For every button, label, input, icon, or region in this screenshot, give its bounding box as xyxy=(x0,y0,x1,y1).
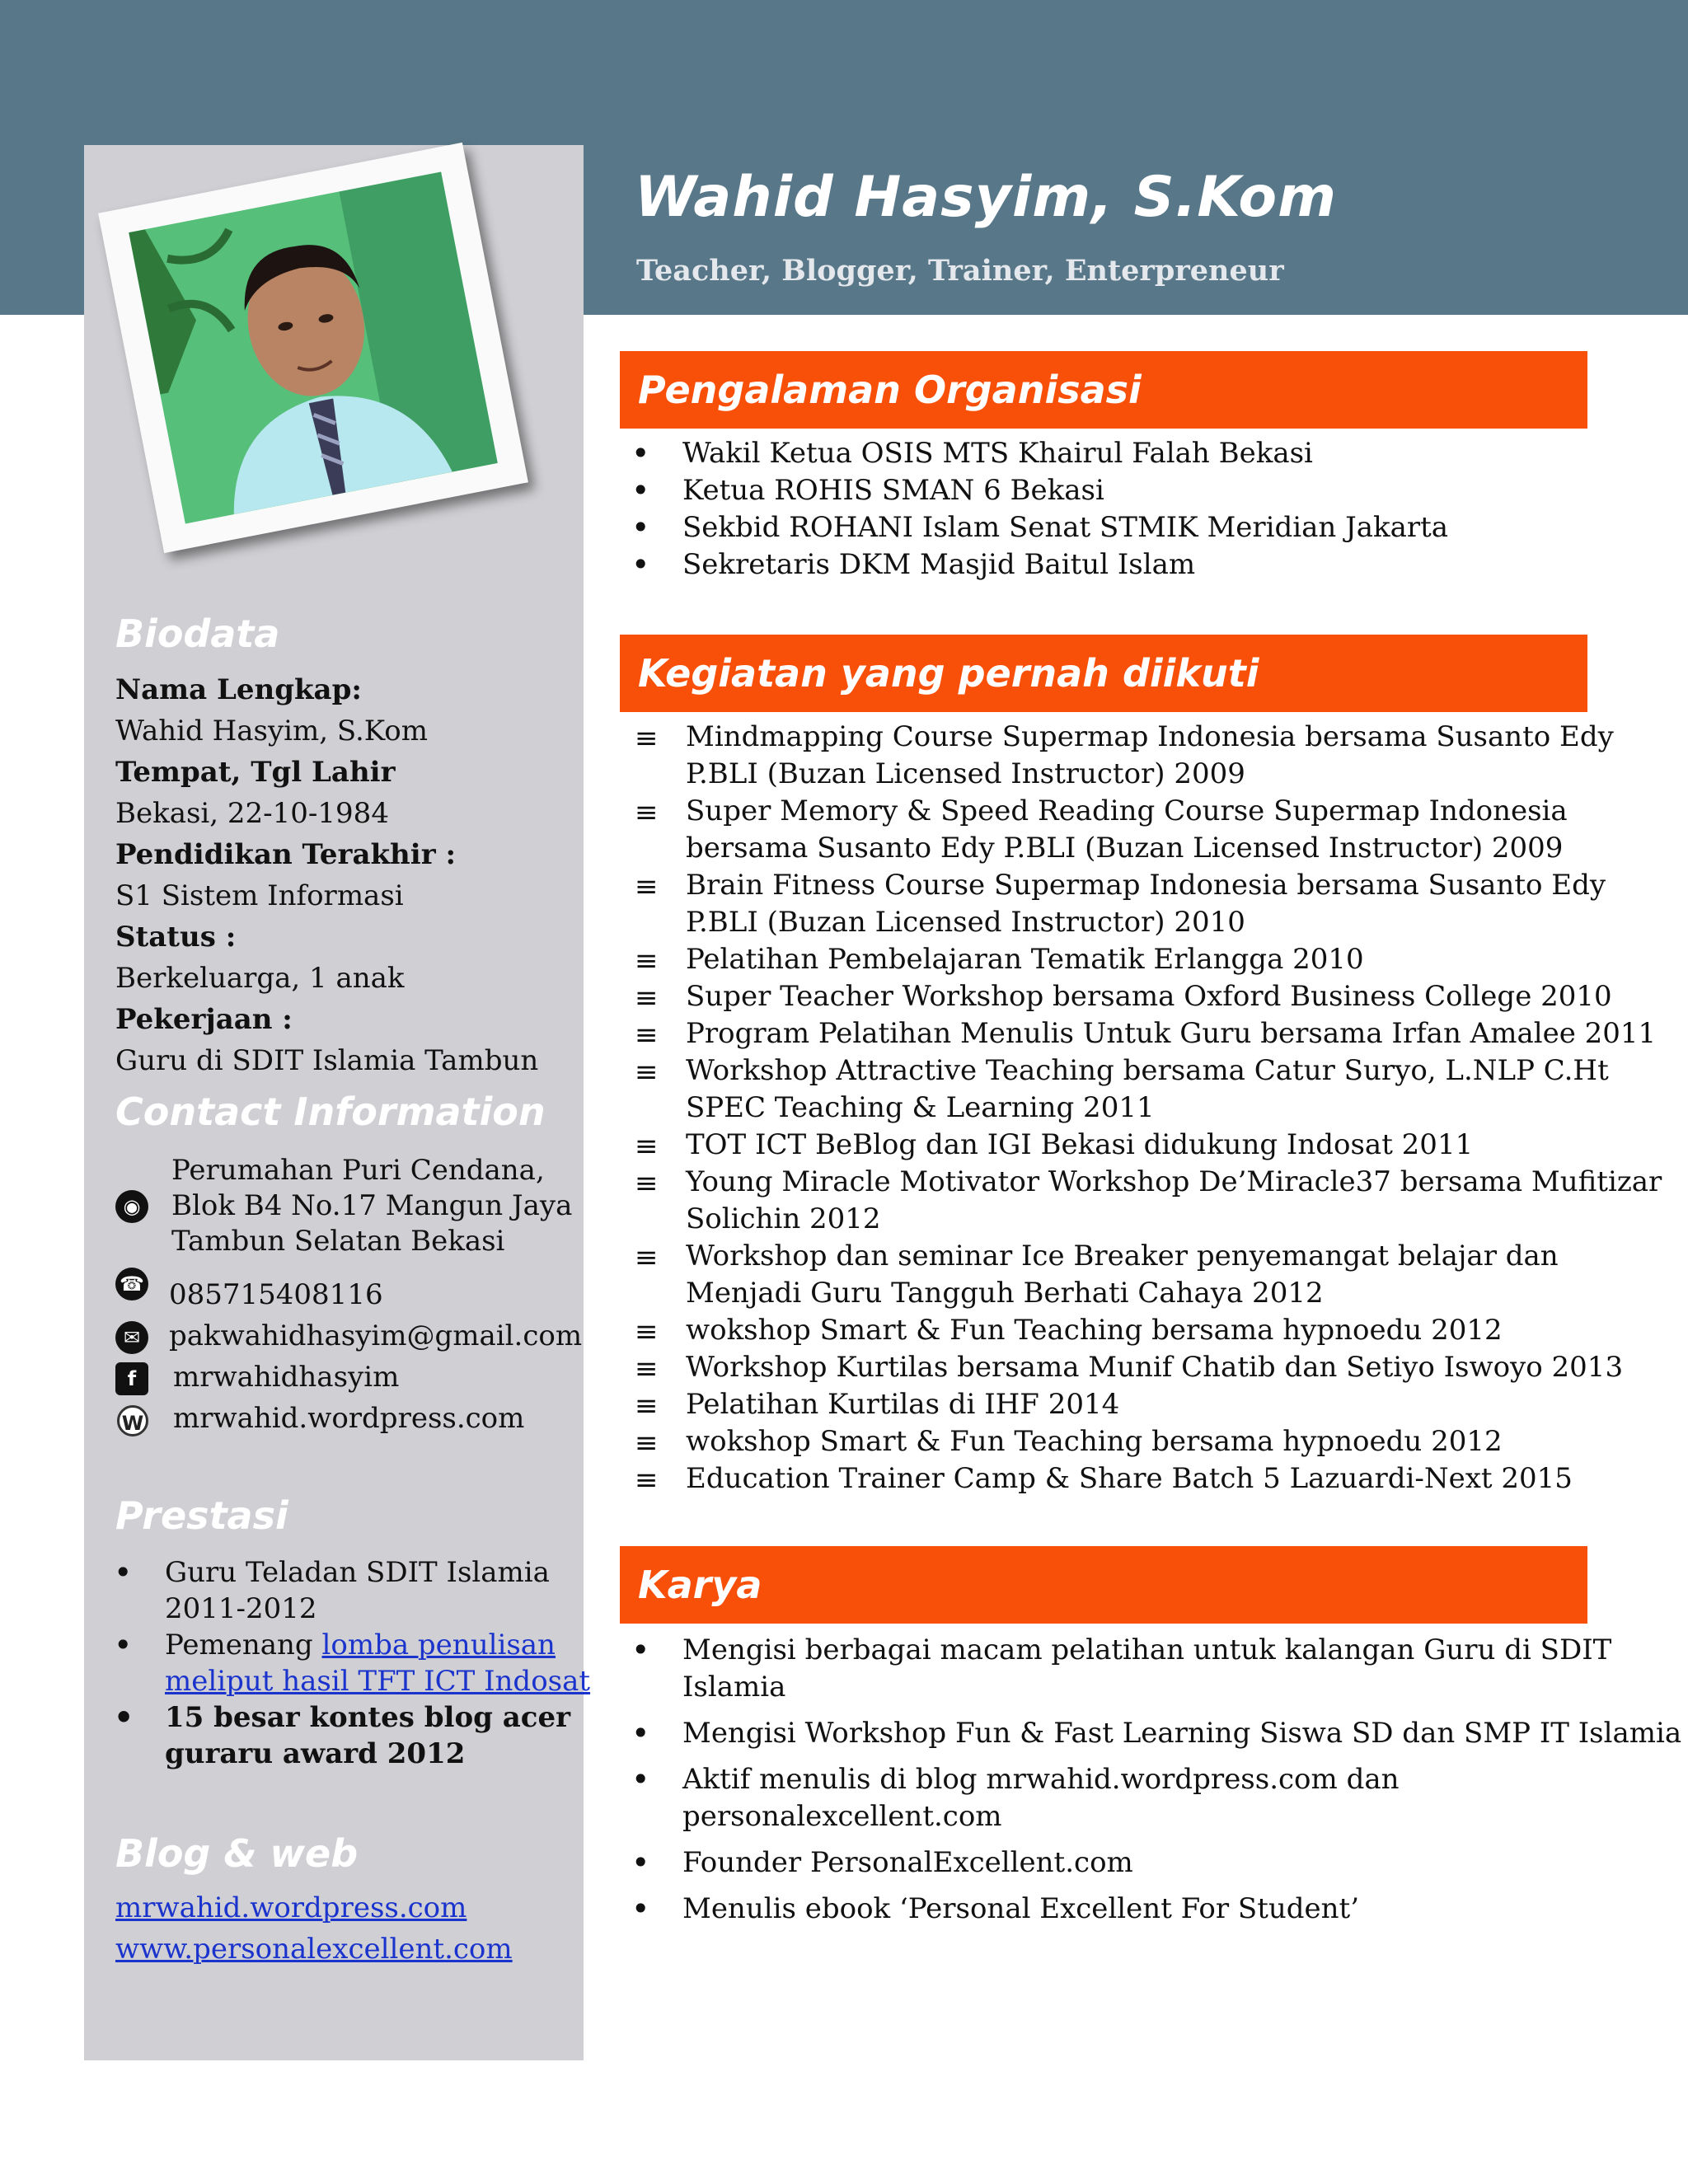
profile-photo xyxy=(129,171,498,523)
list-marker-icon: ≡ xyxy=(635,1130,659,1163)
prestasi-link[interactable]: lomba penulisan xyxy=(321,1629,556,1661)
contact-email[interactable]: pakwahidhasyim@gmail.com xyxy=(169,1319,583,1352)
list-item-line: P.BLI (Buzan Licensed Instructor) 2009 xyxy=(686,757,1245,790)
list-marker-icon: ≡ xyxy=(635,1241,659,1274)
biodata-value: Guru di SDIT Islamia Tambun xyxy=(115,1044,539,1077)
list-item-line: wokshop Smart & Fun Teaching bersama hypnoedu 2012 xyxy=(686,1425,1503,1458)
list-item: • Wakil Ketua OSIS MTS Khairul Falah Bekasi xyxy=(682,435,1448,472)
contact-address-line: Blok B4 No.17 Mangun Jaya xyxy=(171,1189,573,1222)
list-marker-icon: ≡ xyxy=(635,796,659,829)
list-item-line: Founder PersonalExcellent.com xyxy=(682,1846,1133,1879)
list-marker-icon: ≡ xyxy=(635,1019,659,1052)
list-item-line: Super Memory & Speed Reading Course Supermap Indonesia xyxy=(686,794,1568,827)
kegiatan-list xyxy=(635,719,1662,1497)
list-item-line: Pelatihan Kurtilas di IHF 2014 xyxy=(686,1388,1120,1421)
list-item-line: Workshop Kurtilas bersama Munif Chatib dan Setiyo Iswoyo 2013 xyxy=(686,1351,1624,1384)
list-item xyxy=(635,793,1662,867)
list-item-line: Pelatihan Pembelajaran Tematik Erlangga 2010 xyxy=(686,943,1364,976)
profile-photo-frame xyxy=(98,143,528,553)
list-item xyxy=(635,1460,1662,1497)
list-item xyxy=(635,941,1662,978)
list-item-line: wokshop Smart & Fun Teaching bersama hypnoedu 2012 xyxy=(686,1314,1503,1347)
biodata-value: Berkeluarga, 1 anak xyxy=(115,962,405,995)
contact-heading: Contact Information xyxy=(115,1090,546,1134)
list-item-line: Super Teacher Workshop bersama Oxford Business College 2010 xyxy=(686,980,1612,1013)
contact-facebook[interactable]: mrwahidhasyim xyxy=(173,1361,400,1394)
list-item xyxy=(165,1627,590,1699)
list-item xyxy=(635,1127,1662,1164)
contact-address-line: Tambun Selatan Bekasi xyxy=(171,1225,505,1258)
list-item xyxy=(635,1238,1662,1312)
biodata-label: Pekerjaan : xyxy=(115,1003,293,1036)
contact-address-line: Perumahan Puri Cendana, xyxy=(171,1154,545,1187)
list-item-line: Menulis ebook ‘Personal Excellent For Student’ xyxy=(682,1892,1360,1925)
list-item xyxy=(635,1386,1662,1423)
facebook-icon: f xyxy=(115,1362,148,1395)
prestasi-line: 2011-2012 xyxy=(165,1592,317,1625)
list-item xyxy=(635,867,1662,941)
list-item xyxy=(635,1052,1662,1127)
biodata-label: Tempat, Tgl Lahir xyxy=(115,756,396,789)
biodata-value: Wahid Hasyim, S.Kom xyxy=(115,715,428,748)
list-item xyxy=(682,1632,1681,1706)
list-item-line: Mengisi Workshop Fun & Fast Learning Siswa SD dan SMP IT Islamia xyxy=(682,1717,1682,1750)
list-item: • Sekretaris DKM Masjid Baitul Islam xyxy=(682,546,1448,583)
list-item-line: Mengisi berbagai macam pelatihan untuk kalangan Guru di SDIT xyxy=(682,1633,1612,1666)
list-item xyxy=(635,1349,1662,1386)
person-name: Wahid Hasyim, S.Kom xyxy=(635,165,1337,230)
section-heading-karya: Karya xyxy=(620,1546,1587,1624)
list-item xyxy=(165,1554,590,1627)
list-marker-icon: ≡ xyxy=(635,1352,659,1385)
list-item-line: Education Trainer Camp & Share Batch 5 Lazuardi-Next 2015 xyxy=(686,1462,1573,1495)
biodata-label: Status : xyxy=(115,921,237,954)
list-item xyxy=(165,1699,590,1772)
contact-phone: 085715408116 xyxy=(169,1278,383,1311)
list-item-line: Solichin 2012 xyxy=(686,1202,881,1235)
person-subtitle: Teacher, Blogger, Trainer, Enterpreneur xyxy=(636,254,1284,288)
list-marker-icon: ≡ xyxy=(635,1315,659,1348)
list-item-line: Menjadi Guru Tangguh Berhati Cahaya 2012 xyxy=(686,1277,1324,1310)
email-icon: ✉ xyxy=(115,1321,148,1354)
list-item-line: Islamia xyxy=(682,1671,786,1704)
location-pin-icon: ◉ xyxy=(115,1190,148,1223)
list-item xyxy=(635,1164,1662,1238)
list-marker-icon: ≡ xyxy=(635,722,659,755)
list-item xyxy=(682,1891,1681,1928)
biodata-value: S1 Sistem Informasi xyxy=(115,879,404,912)
biodata-heading: Biodata xyxy=(115,612,280,656)
list-marker-icon: ≡ xyxy=(635,1167,659,1200)
list-item-line: Workshop Attractive Teaching bersama Catur Suryo, L.NLP C.Ht xyxy=(686,1054,1609,1087)
list-item-line: personalexcellent.com xyxy=(682,1800,1002,1833)
prestasi-line: Guru Teladan SDIT Islamia xyxy=(165,1556,550,1589)
wordpress-icon: W xyxy=(117,1405,148,1436)
list-marker-icon: ≡ xyxy=(635,1390,659,1422)
list-item xyxy=(682,1715,1681,1752)
prestasi-link[interactable]: meliput hasil TFT ICT Indosat xyxy=(165,1665,591,1698)
prestasi-list xyxy=(165,1554,590,1772)
karya-list xyxy=(682,1632,1681,1937)
list-item-line: bersama Susanto Edy P.BLI (Buzan Licensed Instructor) 2009 xyxy=(686,832,1564,865)
list-item-line: SPEC Teaching & Learning 2011 xyxy=(686,1091,1155,1124)
list-item xyxy=(635,978,1662,1015)
list-marker-icon: ≡ xyxy=(635,1464,659,1497)
list-item-line: Young Miracle Motivator Workshop De’Miracle37 bersama Mufitizar xyxy=(686,1165,1662,1198)
blog-heading: Blog & web xyxy=(115,1831,359,1876)
list-item-line: Program Pelatihan Menulis Untuk Guru bersama Irfan Amalee 2011 xyxy=(686,1017,1657,1050)
list-item-line: TOT ICT BeBlog dan IGI Bekasi didukung Indosat 2011 xyxy=(686,1128,1474,1161)
contact-wordpress[interactable]: mrwahid.wordpress.com xyxy=(173,1402,525,1435)
list-item xyxy=(635,1312,1662,1349)
list-marker-icon: ≡ xyxy=(635,944,659,977)
prestasi-heading: Prestasi xyxy=(115,1493,288,1538)
section-heading-organisasi: Pengalaman Organisasi xyxy=(620,351,1587,429)
list-item xyxy=(682,1761,1681,1835)
organisasi-list xyxy=(682,435,1448,583)
biodata-label: Nama Lengkap: xyxy=(115,673,362,706)
phone-icon: ☎ xyxy=(115,1268,148,1301)
list-item: • Ketua ROHIS SMAN 6 Bekasi xyxy=(682,472,1448,509)
list-marker-icon: ≡ xyxy=(635,1056,659,1089)
biodata-value: Bekasi, 22-10-1984 xyxy=(115,797,389,830)
blog-link[interactable]: mrwahid.wordpress.com xyxy=(115,1891,467,1924)
list-item-line: Aktif menulis di blog mrwahid.wordpress.com dan xyxy=(682,1763,1400,1796)
prestasi-line: 15 besar kontes blog acer xyxy=(165,1701,571,1734)
list-item-line: Workshop dan seminar Ice Breaker penyemangat belajar dan xyxy=(686,1240,1559,1272)
list-item xyxy=(635,1015,1662,1052)
prestasi-line: Pemenang xyxy=(165,1629,322,1661)
list-marker-icon: ≡ xyxy=(635,982,659,1015)
list-item-line: Brain Fitness Course Supermap Indonesia bersama Susanto Edy xyxy=(686,869,1606,902)
list-marker-icon: ≡ xyxy=(635,1427,659,1460)
prestasi-line: guraru award 2012 xyxy=(165,1737,466,1770)
list-item: • Sekbid ROHANI Islam Senat STMIK Meridian Jakarta xyxy=(682,509,1448,546)
list-item-line: P.BLI (Buzan Licensed Instructor) 2010 xyxy=(686,906,1245,939)
list-item-line: Mindmapping Course Supermap Indonesia bersama Susanto Edy xyxy=(686,720,1614,753)
list-item xyxy=(635,719,1662,793)
list-marker-icon: ≡ xyxy=(635,870,659,903)
biodata-label: Pendidikan Terakhir : xyxy=(115,838,456,871)
section-heading-kegiatan: Kegiatan yang pernah diikuti xyxy=(620,635,1587,712)
list-item xyxy=(682,1844,1681,1882)
blog-link[interactable]: www.personalexcellent.com xyxy=(115,1933,513,1966)
list-item xyxy=(635,1423,1662,1460)
